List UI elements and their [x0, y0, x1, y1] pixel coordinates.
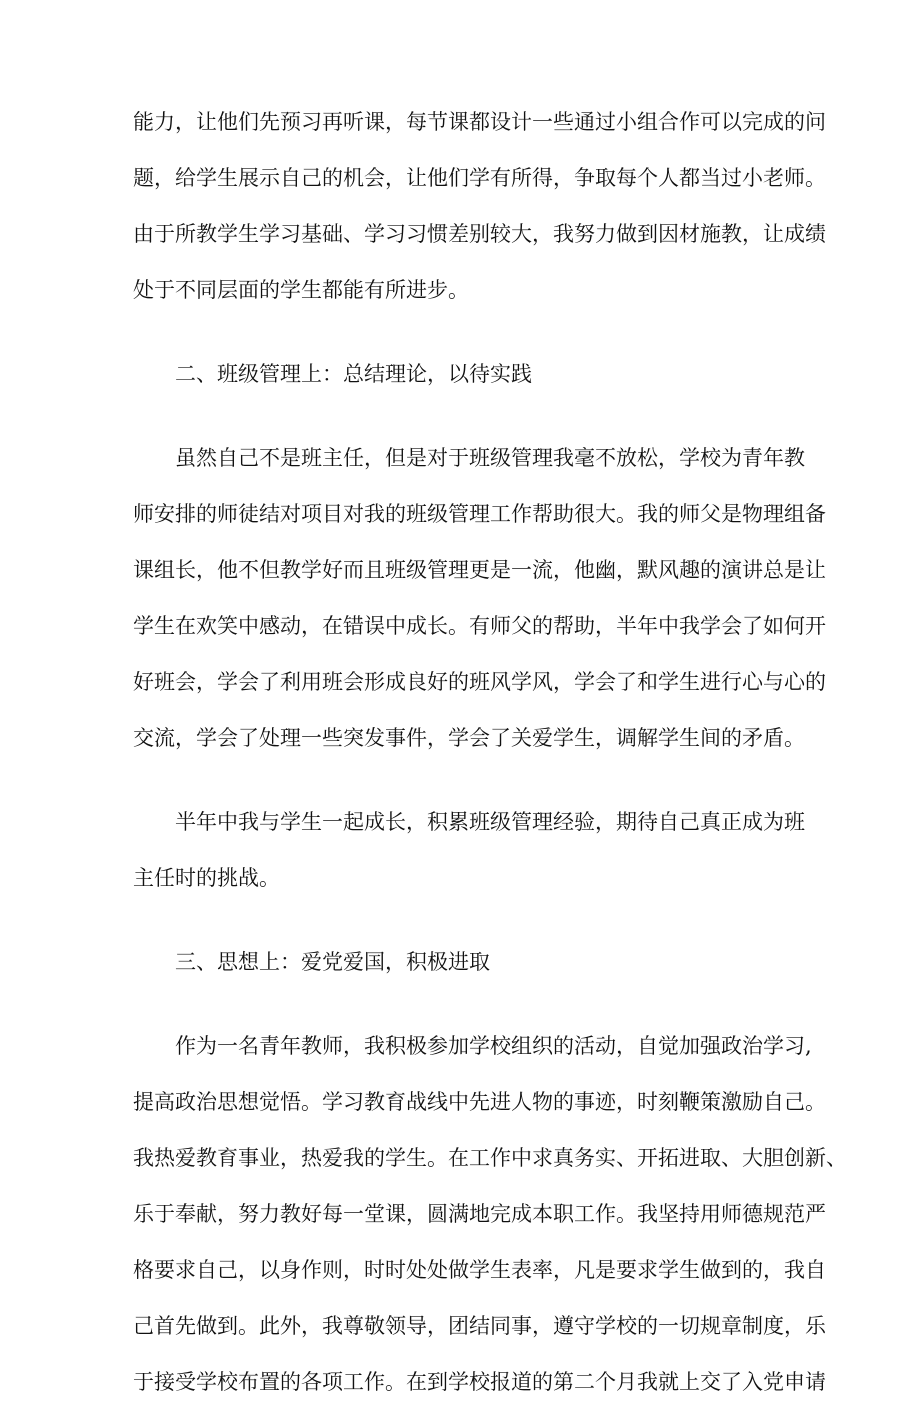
paragraph-line: 好班会，学会了利用班会形成良好的班风学风，学会了和学生进行心与心的	[133, 670, 826, 694]
paragraph-line: 乐于奉献，努力教好每一堂课，圆满地完成本职工作。我坚持用师德规范严	[133, 1202, 826, 1226]
section-heading-class-management: 二、班级管理上：总结理论，以待实践	[175, 362, 532, 386]
paragraph-line: 我热爱教育事业，热爱我的学生。在工作中求真务实、开拓进取、大胆创新、	[133, 1146, 847, 1170]
paragraph-line: 课组长，他不但教学好而且班级管理更是一流，他幽，默风趣的演讲总是让	[133, 558, 826, 582]
paragraph-line: 由于所教学生学习基础、学习习惯差别较大，我努力做到因材施教，让成绩	[133, 222, 826, 246]
paragraph-line: 处于不同层面的学生都能有所进步。	[133, 278, 469, 302]
paragraph-line: 提高政治思想觉悟。学习教育战线中先进人物的事迹，时刻鞭策激励自己。	[133, 1090, 826, 1114]
paragraph-line: 题，给学生展示自己的机会，让他们学有所得，争取每个人都当过小老师。	[133, 166, 826, 190]
paragraph-line: 作为一名青年教师，我积极参加学校组织的活动，自觉加强政治学习,	[175, 1034, 812, 1058]
paragraph-line: 于接受学校布置的各项工作。在到学校报道的第二个月我就上交了入党申请	[133, 1370, 826, 1394]
paragraph-line: 师安排的师徒结对项目对我的班级管理工作帮助很大。我的师父是物理组备	[133, 502, 826, 526]
paragraph-line: 能力，让他们先预习再听课，每节课都设计一些通过小组合作可以完成的问	[133, 110, 826, 134]
paragraph-line: 己首先做到。此外，我尊敬领导，团结同事，遵守学校的一切规章制度，乐	[133, 1314, 826, 1338]
paragraph-line: 虽然自己不是班主任，但是对于班级管理我毫不放松，学校为青年教	[175, 446, 805, 470]
paragraph-line: 格要求自己，以身作则，时时处处做学生表率，凡是要求学生做到的，我自	[133, 1258, 826, 1282]
paragraph-line: 交流，学会了处理一些突发事件，学会了关爱学生，调解学生间的矛盾。	[133, 726, 805, 750]
paragraph-line: 主任时的挑战。	[133, 866, 280, 890]
section-heading-thought: 三、思想上：爱党爱国，积极进取	[175, 950, 490, 974]
paragraph-line: 半年中我与学生一起成长，积累班级管理经验，期待自己真正成为班	[175, 810, 805, 834]
paragraph-line: 学生在欢笑中感动，在错误中成长。有师父的帮助，半年中我学会了如何开	[133, 614, 826, 638]
